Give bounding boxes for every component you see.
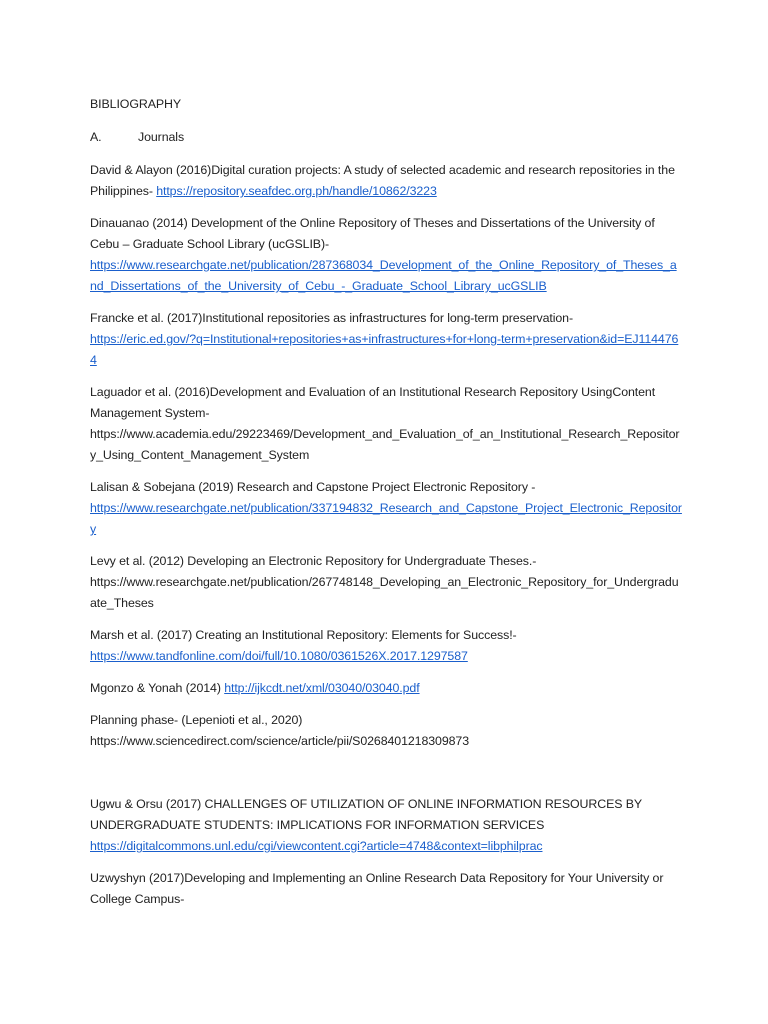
entry-citation: Mgonzo & Yonah (2014) [90, 681, 225, 695]
entry-citation: Planning phase- (Lepenioti et al., 2020) [90, 713, 303, 727]
section-heading [90, 127, 682, 148]
document-page [90, 94, 682, 921]
entry-url-text: https://www.researchgate.net/publication/267748148_Developing_an_Electronic_Repository_for_Undergraduate_Theses [90, 575, 679, 610]
bibliography-entry [90, 794, 682, 857]
bibliography-entry [90, 551, 682, 614]
bibliography-entry [90, 868, 682, 910]
entry-citation: Ugwu & Orsu (2017) CHALLENGES OF UTILIZATION OF ONLINE INFORMATION RESOURCES BY UNDERGRADUATE STUDENTS: IMPLICATIONS FOR INFORMATION SERVICES [90, 797, 642, 832]
bibliography-heading: BIBLIOGRAPHY [90, 97, 182, 111]
entry-citation: Lalisan & Sobejana (2019) Research and Capstone Project Electronic Repository - [90, 480, 536, 494]
entry-citation: David & Alayon (2016)Digital curation projects: A study of selected academic and research repositories in the Philippines- [90, 163, 675, 198]
entry-link[interactable]: https://www.tandfonline.com/doi/full/10.1080/0361526X.2017.1297587 [90, 649, 468, 663]
blank-space [90, 763, 682, 794]
bibliography-entry [90, 477, 682, 540]
bibliography-entry [90, 213, 682, 297]
section-title: Journals [138, 130, 185, 144]
entry-link[interactable]: https://www.researchgate.net/publication/337194832_Research_and_Capstone_Project_Electronic_Repository [90, 501, 682, 536]
entry-citation: Dinauanao (2014) Development of the Online Repository of Theses and Dissertations of the University of Cebu – Graduate School Library (ucGSLIB)- [90, 216, 655, 251]
entry-link[interactable]: https://www.researchgate.net/publication/287368034_Development_of_the_Online_Repository_of_Theses_and_Dissertations_of_the_University_of_Cebu_-_Graduate_School_Library_ucGSLIB [90, 258, 677, 293]
bibliography-entry [90, 625, 682, 667]
bibliography-entry [90, 710, 682, 752]
entry-link[interactable]: https://eric.ed.gov/?q=Institutional+repositories+as+infrastructures+for+long-term+preservation&id=EJ1144764 [90, 332, 679, 367]
bibliography-entry [90, 308, 682, 371]
entry-citation: Levy et al. (2012) Developing an Electronic Repository for Undergraduate Theses.- [90, 554, 537, 568]
entry-citation: Laguador et al. (2016)Development and Evaluation of an Institutional Research Repository UsingContent Management System- [90, 385, 656, 420]
entry-link[interactable]: https://repository.seafdec.org.ph/handle/10862/3223 [156, 184, 437, 198]
bibliography-entry [90, 382, 682, 466]
entry-link[interactable]: https://digitalcommons.unl.edu/cgi/viewcontent.cgi?article=4748&context=libphilprac [90, 839, 543, 853]
bibliography-entry [90, 160, 682, 202]
entry-url-text: https://www.academia.edu/29223469/Development_and_Evaluation_of_an_Institutional_Research_Repository_Using_Content_Management_System [90, 427, 680, 462]
section-letter: A. [90, 130, 102, 144]
entry-link[interactable]: http://ijkcdt.net/xml/03040/03040.pdf [224, 681, 420, 695]
bibliography-entry [90, 678, 682, 699]
entry-citation: Uzwyshyn (2017)Developing and Implementing an Online Research Data Repository for Your University or College Campus- [90, 871, 664, 906]
entry-citation: Francke et al. (2017)Institutional repositories as infrastructures for long-term preservation- [90, 311, 573, 325]
entry-url-text: https://www.sciencedirect.com/science/article/pii/S0268401218309873 [90, 734, 470, 748]
entry-citation: Marsh et al. (2017) Creating an Institutional Repository: Elements for Success!- [90, 628, 517, 642]
